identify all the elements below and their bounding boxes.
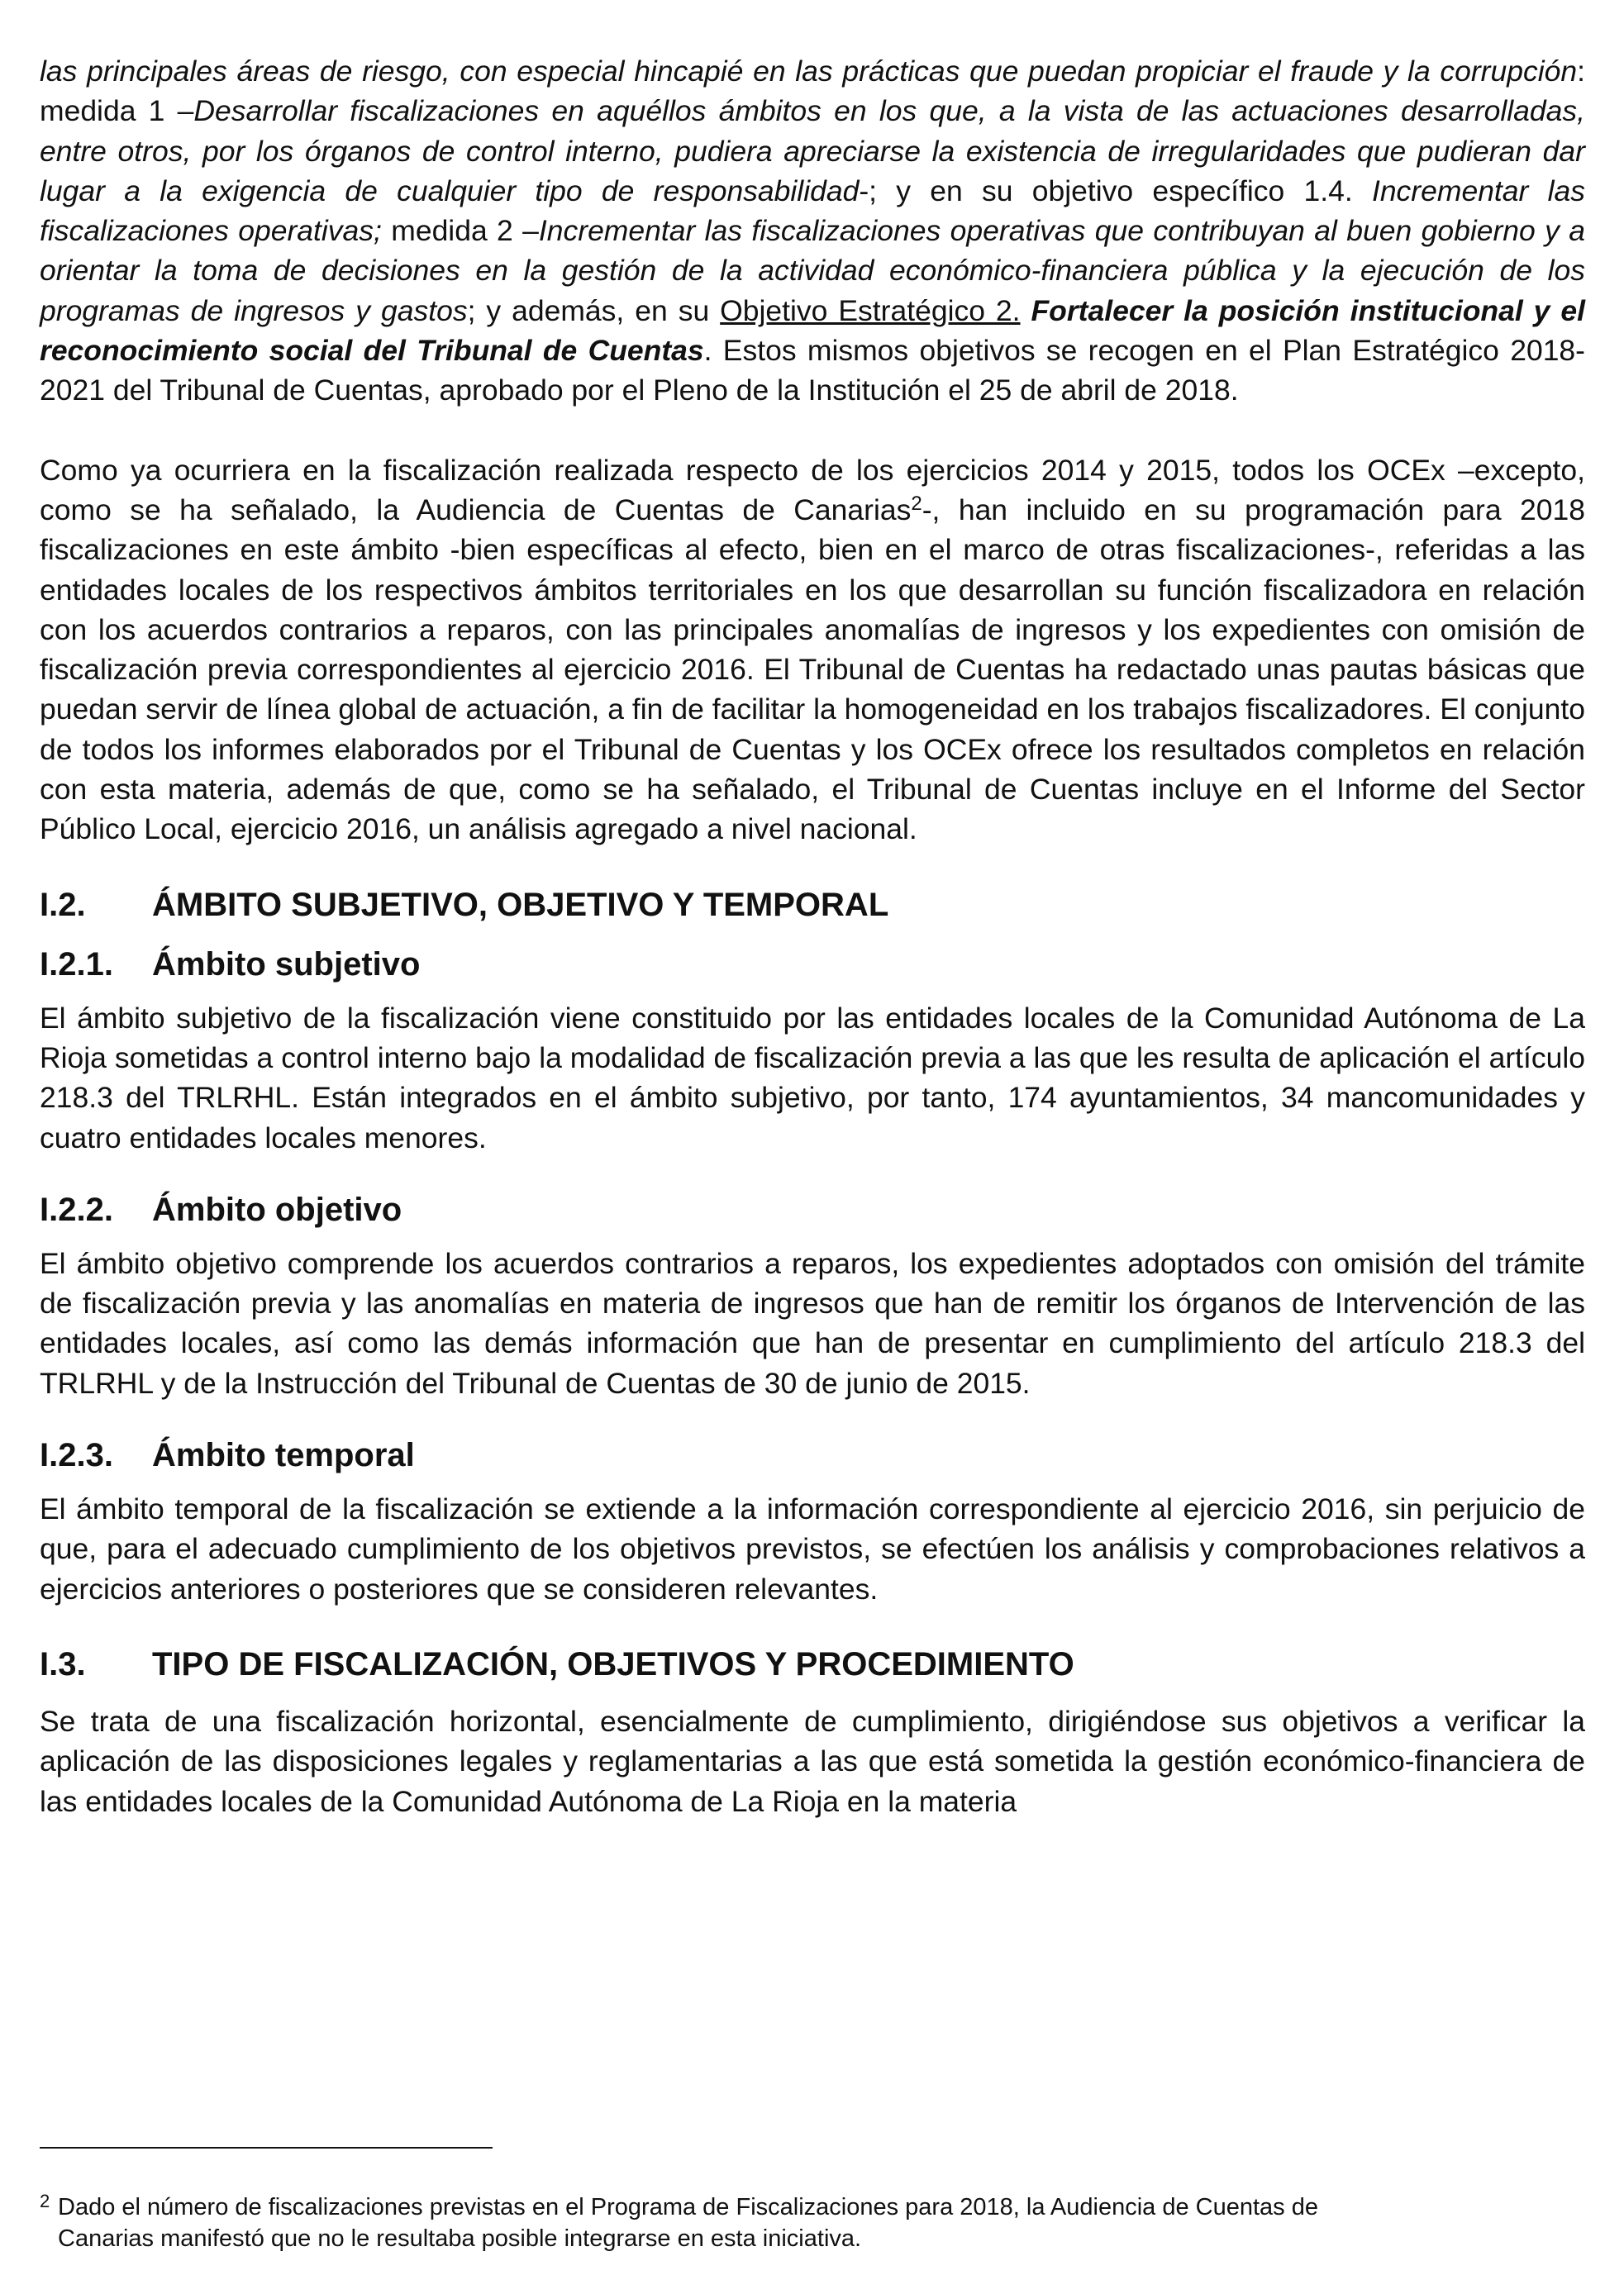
section-heading-i3: I.3. TIPO DE FISCALIZACIÓN, OBJETIVOS Y PROCEDIMIENTO [40,1645,1074,1682]
footnote-line-2: Canarias manifestó que no le resultaba posible integrarse en esta iniciativa. [58,2225,862,2252]
intro-paragraph-1: las principales áreas de riesgo, con especial hincapié en las prácticas que puedan propiciar el fraude y la corrupción: medida 1 –Desarrollar fiscalizaciones en aquéllos ámbitos en los que, a la vista de las actuaciones desarrolladas, entre otros, por los órganos de control interno, pudiera apreciarse la existencia de irregularidades que pudieran dar lugar a la exigencia de cualquier tipo de responsabilidad-; y en su objetivo específico 1.4. Incrementar las fiscalizaciones operativas; medida 2 –Incrementar las fiscalizaciones operativas que contribuyan al buen gobierno y a orientar la toma de decisiones en la gestión de la actividad económico-financiera pública y la ejecución de los programas de ingresos y gastos; y además, en su Objetivo Estratégico 2. Fortalecer la posición institucional y el reconocimiento social del Tribunal de Cuentas. Estos mismos objetivos se recogen en el Plan Estratégico 2018-2021 del Tribunal de Cuentas, aprobado por el Pleno de la Institución el 25 de abril de 2018. [40,55,1586,407]
subsection-heading-i22: I.2.2. Ámbito objetivo [40,1191,402,1228]
footnote-reference[interactable]: 2 [911,492,922,515]
subsection-heading-i23: I.2.3. Ámbito temporal [40,1437,415,1474]
section-text-i3: Se trata de una fiscalización horizontal, esencialmente de cumplimiento, dirigiéndose sus objetivos a verificar la aplicación de las disposiciones legales y reglamentarias a las que está sometida la gestión económico-financiera de las entidades locales de la Comunidad Autónoma de La Rioja en la materia [40,1704,1585,1818]
subsection-text-i21: El ámbito subjetivo de la fiscalización viene constituido por las entidades locales de la Comunidad Autónoma de La Rioja sometidas a control interno bajo la modalidad de fiscalización previa a las que les resulta de aplicación el artículo 218.3 del TRLRHL. Están integrados en el ámbito subjetivo, por tanto, 174 ayuntamientos, 34 mancomunidades y cuatro entidades locales menores. [40,1001,1585,1154]
footnote-line-1: 2 Dado el número de fiscalizaciones previstas en el Programa de Fiscalizaciones para 2018, la Audiencia de Cuentas de [40,2191,1318,2220]
footnote-divider [40,2147,493,2149]
subsection-heading-i21: I.2.1. Ámbito subjetivo [40,945,421,983]
footnote [40,2192,1585,2254]
strategic-objective-link: Objetivo Estratégico 2. [720,293,1021,327]
subsection-text-i22: El ámbito objetivo comprende los acuerdos contrarios a reparos, los expedientes adoptados con omisión del trámite de fiscalización previa y las anomalías en materia de ingresos que han de remitir los órganos de Intervención de las entidades locales, así como las demás información que han de presentar en cumplimiento del artículo 218.3 del TRLRHL y de la Instrucción del Tribunal de Cuentas de 30 de junio de 2015. [40,1246,1585,1400]
intro-paragraph-2: Como ya ocurriera en la fiscalización realizada respecto de los ejercicios 2014 y 2015, todos los OCEx –excepto, como se ha señalado, la Audiencia de Cuentas de Canarias$^2$-, han incluido en su programación para 2018 fiscalizaciones en este ámbito -bien específicas al efecto, bien en el marco de otras fiscalizaciones-, referidas a las entidades locales de los respectivos ámbitos territoriales en los que desarrollan su función fiscalizadora en relación con los acuerdos contrarios a reparos, con las principales anomalías de ingresos y los expedientes con omisión de fiscalización previa correspondientes al ejercicio 2016. El Tribunal de Cuentas ha redactado unas pautas básicas que puedan servir de línea global de actuación, a fin de facilitar la homogeneidad en los trabajos fiscalizadores. El conjunto de todos los informes elaborados por el Tribunal de Cuentas y los OCEx ofrece los resultados completos en relación con esta materia, además de que, como se ha señalado, el Tribunal de Cuentas incluye en el Informe del Sector Público Local, ejercicio 2016, un análisis agregado a nivel nacional. [40,453,1585,846]
section-heading-i2: I.2. ÁMBITO SUBJETIVO, OBJETIVO Y TEMPORAL [40,886,889,923]
subsection-text-i23: El ámbito temporal de la fiscalización se extiende a la información correspondiente al ejercicio 2016, sin perjuicio de que, para el adecuado cumplimiento de los objetivos previstos, se efectúen los análisis y comprobaciones relativos a ejercicios anteriores o posteriores que se consideren relevantes. [40,1492,1585,1606]
document-page [40,51,1585,1821]
